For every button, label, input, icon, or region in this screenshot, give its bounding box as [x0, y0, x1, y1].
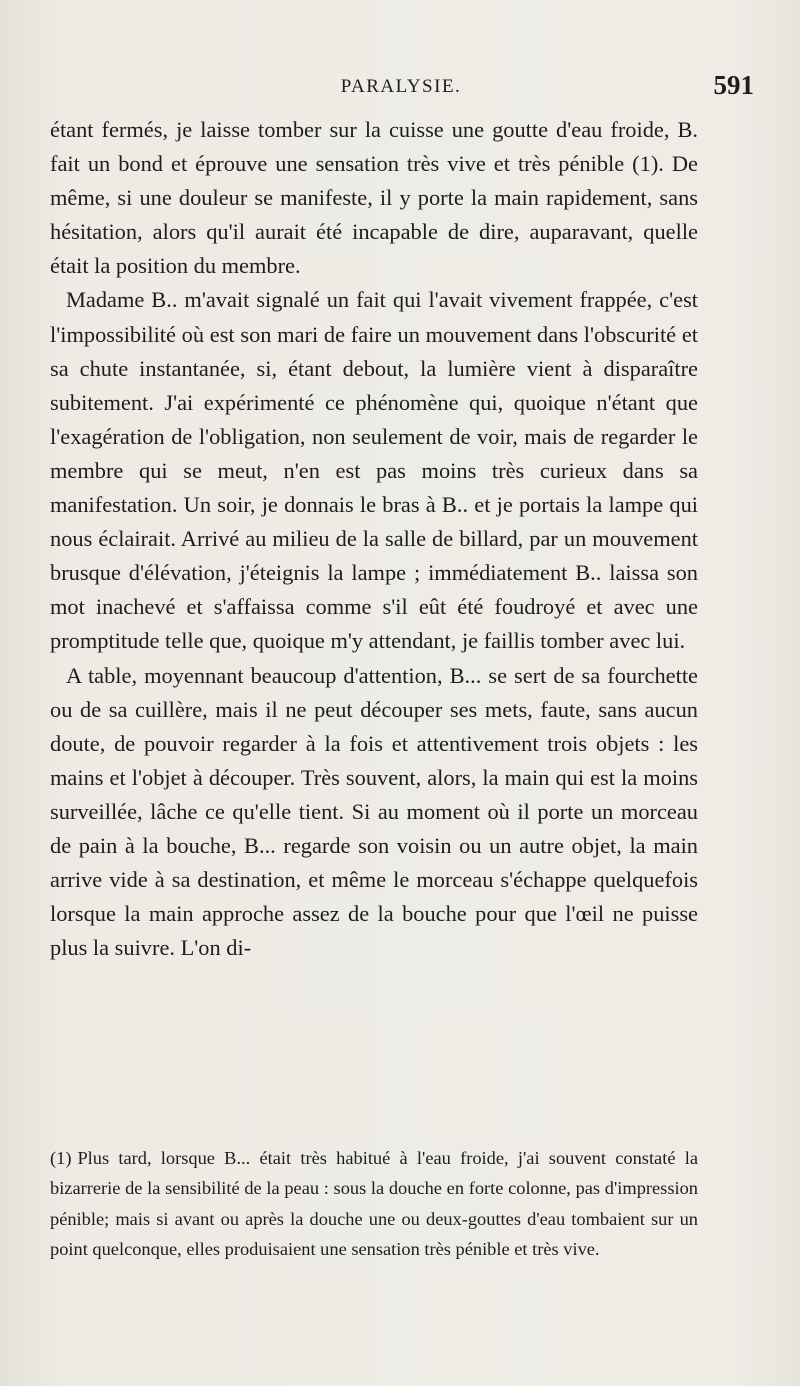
footnote-text: Plus tard, lorsque B... était très habitué à l'eau froide, j'ai souvent constaté la bizarrerie de la sensibilité de la peau : sous la douche en forte colonne, pas d'impression pénible; mais si avant ou après la douche une ou deux-gouttes d'eau tombaient sur un point quelconque, elles produisaient une sensation très pénible et très vive.: [50, 1148, 698, 1260]
paragraph: A table, moyennant beaucoup d'attention, B... se sert de sa fourchette ou de sa cuillère, mais il ne peut découper ses mets, faute, sans aucun doute, de pouvoir regarder à la fois et attentivement trois objets : les mains et l'objet à découper. Très souvent, alors, la main qui est la moins surveillée, lâche ce qu'elle tient. Si au moment où il porte un morceau de pain à la bouche, B... regarde son voisin ou un autre objet, la main arrive vide à sa destination, et même le morceau s'échappe quelquefois lorsque la main approche assez de la bouche pour que l'œil ne puisse plus la suivre. L'on di-: [50, 662, 698, 961]
footnote-marker: (1): [50, 1148, 72, 1168]
body-text: [50, 113, 698, 965]
page-header: [48, 70, 754, 104]
page-number: 591: [713, 70, 754, 100]
paragraph: Madame B.. m'avait signalé un fait qui l'avait vivement frappée, c'est l'impossibilité où est son mari de faire un mouvement dans l'obscurité et sa chute instantanée, si, étant debout, la lumière vient à disparaître subitement. J'ai expérimenté ce phénomène qui, quoique n'étant que l'exagération de l'obligation, non seulement de voir, mais de regarder le membre qui se meut, n'en est pas moins très curieux dans sa manifestation. Un soir, je donnais le bras à B.. et je portais la lampe qui nous éclairait. Arrivé au milieu de la salle de billard, par un mouvement brusque d'élévation, j'éteignis la lampe ; immédiatement B.. laissa son mot inachevé et s'affaissa comme s'il eût été foudroyé et avec une promptitude telle que, quoique m'y attendant, je faillis tomber avec lui.: [50, 287, 698, 654]
paragraph: étant fermés, je laisse tomber sur la cuisse une goutte d'eau froide, B. fait un bond et éprouve une sensation très vive et très pénible (1). De même, si une douleur se manifeste, il y porte la main rapidement, sans hésitation, alors qu'il aurait été incapable de dire, auparavant, quelle était la position du membre.: [50, 117, 698, 279]
footnote: [50, 1143, 698, 1265]
running-title: PARALYSIE.: [340, 76, 462, 97]
